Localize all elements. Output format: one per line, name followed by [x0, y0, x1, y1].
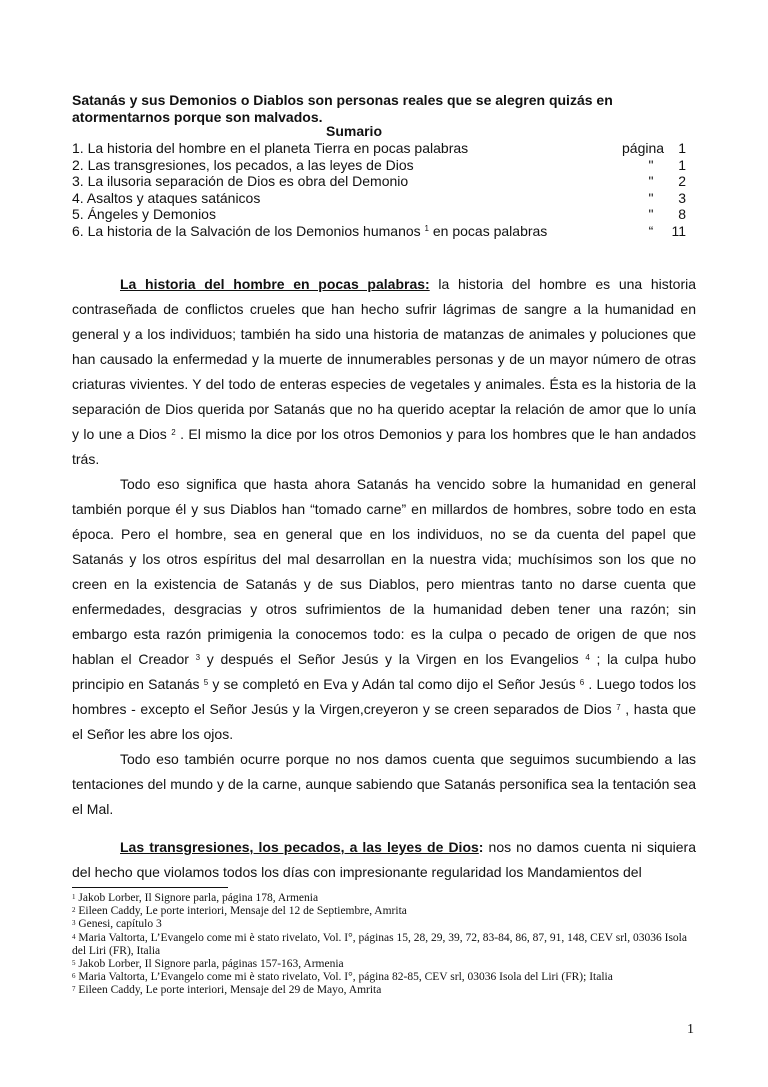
- toc-page-number: 8: [678, 206, 686, 222]
- footnote-separator: [72, 887, 228, 888]
- toc-entry-1: [72, 140, 694, 157]
- toc-page-number: 3: [678, 189, 686, 206]
- section-2: [72, 835, 696, 885]
- footnote: $^3$ Genesi, capítulo 3: [72, 918, 162, 931]
- toc-page-word: página: [622, 140, 665, 156]
- toc-entry-label: 4. Asaltos y ataques satánicos: [72, 189, 261, 206]
- toc-entry-label: 1. La historia del hombre en el planeta Tierra en pocas palabras: [72, 140, 469, 156]
- table-of-contents: [72, 140, 694, 239]
- toc-page-number: 1: [678, 156, 686, 173]
- footnote-ref-2[interactable]: 2: [171, 428, 176, 437]
- title-line-2: atormentarnos porque son malvados.: [72, 109, 323, 125]
- footnote-ref-4[interactable]: 4: [585, 653, 590, 662]
- toc-ditto-mark: ": [648, 206, 654, 222]
- summary-heading: Sumario: [325, 123, 382, 139]
- paragraph: Todo eso significa que hasta ahora Satanás ha vencido sobre la humanidad en general también porque él y sus Diablos han “tomado carne” en millardos de hombres, sobre todo en esta época. Pero el hombre, sea en general que en los individuos, no se da cuenta del papel que Satanás y los otros espíritus del mal desarrollan en la nuestra vida; muchísimos son los que no creen en la existencia de Satanás y de sus Diablos, pero mientras tanto no darse cuenta que enfermedades, desgracias y otros sufrimientos de la humanidad deben tener una razón; sin embargo esta razón primigenia la conocemos todo: es la culpa o pecado de origen de que nos hablan el Creador $^3$ y después el Señor Jesús y la Virgen en los Evangelios $^4$ ; la culpa hubo principio en Satanás $^5$ y se completó en Eva y Adán tal como dijo el Señor Jesús $^6$ . Luego todos los hombres - excepto el Señor Jesús y la Virgen,creyeron y se creen separados de Dios $^7$ , hasta que el Señor les abre los ojos.: [72, 476, 697, 742]
- toc-ditto-mark: “: [648, 222, 654, 239]
- section-heading: Las transgresiones, los pecados, a las leyes de Dios: [120, 839, 479, 855]
- footnote: $^6$ Maria Valtorta, L’Evangelo come mi è stato rivelato, Vol. I°, página 82-85, CEV srl, 03036 Isola del Liri (FR); Italia: [72, 971, 613, 984]
- toc-page-number: 11: [671, 222, 686, 239]
- paragraph: Todo eso también ocurre porque no nos damos cuenta que seguimos sucumbiendo a las tentaciones del mundo y de la carne, aunque sabiendo que Satanás personifica sea la tentación sea el Mal.: [72, 751, 696, 817]
- paragraph: La historia del hombre en pocas palabras: la historia del hombre es una historia contraseñada de conflictos crueles que han hecho sufrir lágrimas de sangre a la humanidad en general y a los individuos; también ha sido una historia de matanzas de animales y poluciones que han causado la enfermedad y la muerte de innumerables personas y de un mayor número de otras criaturas vivientes. Y del todo de enteras especies de vegetales y animales. Ésta es la historia de la separación de Dios querida por Satanás que no ha querido aceptar la relación de amor que lo unía y lo une a Dios $^2$ . El mismo la dice por los otros Demonios y para los hombres que le han andados trás.: [72, 276, 697, 467]
- footnote-ref-6[interactable]: 6: [579, 678, 585, 687]
- paragraph: Las transgresiones, los pecados, a las leyes de Dios: nos no damos cuenta ni siquiera del hecho que violamos todos los días con impresionante regularidad los Mandamientos del: [72, 839, 696, 880]
- footnote-ref-1[interactable]: 1: [424, 223, 429, 233]
- toc-entry-label: 6. La historia de la Salvación de los Demonios humanos $^1$ en pocas palabras: [72, 222, 548, 239]
- footnote-ref-7[interactable]: 7: [616, 703, 621, 712]
- toc-ditto-mark: ": [648, 189, 654, 206]
- title-line-1: Satanás y sus Demonios o Diablos son personas reales que se alegren quizás en: [72, 92, 613, 108]
- toc-entry-label: 3. La ilusoria separación de Dios es obra del Demonio: [72, 173, 409, 189]
- footnote: $^1$ Jakob Lorber, Il Signore parla, página 178, Armenia: [72, 892, 319, 904]
- footnote: $^4$ Maria Valtorta, L’Evangelo come mi è stato rivelato, Vol. I°, páginas 15, 28, 29, 39, 72, 83-84, 86, 87, 91, 148, CEV srl, 03036 Isola del Liri (FR), Italia: [72, 931, 687, 957]
- page-number: 1: [687, 1022, 694, 1037]
- toc-entry-4: [72, 190, 694, 207]
- document-title: [72, 92, 672, 126]
- toc-ditto-mark: ": [648, 173, 654, 189]
- section-1: [72, 272, 696, 822]
- toc-entry-label: 5. Ángeles y Demonios: [72, 206, 216, 222]
- toc-entry-5: [72, 206, 694, 223]
- footnote: $^5$ Jakob Lorber, Il Signore parla, páginas 157-163, Armenia: [72, 958, 344, 971]
- footnote: $^7$ Eileen Caddy, Le porte interiori, Mensaje del 29 de Mayo, Amrita: [72, 984, 382, 997]
- toc-entry-label: 2. Las transgresiones, los pecados, a las leyes de Dios: [72, 156, 414, 173]
- toc-page-number: 2: [678, 173, 686, 189]
- section-heading: La historia del hombre en pocas palabras:: [120, 276, 430, 292]
- toc-entry-6: [72, 223, 694, 240]
- toc-ditto-mark: ": [648, 156, 654, 173]
- toc-entry-3: [72, 173, 694, 190]
- toc-page-number: 1: [678, 140, 686, 156]
- footnote-ref-5[interactable]: 5: [203, 678, 209, 687]
- toc-entry-2: [72, 157, 694, 174]
- footnotes: [72, 892, 696, 998]
- footnote: $^2$ Eileen Caddy, Le porte interiori, Mensaje del 12 de Septiembre, Amrita: [72, 905, 407, 918]
- footnote-ref-3[interactable]: 3: [195, 653, 201, 662]
